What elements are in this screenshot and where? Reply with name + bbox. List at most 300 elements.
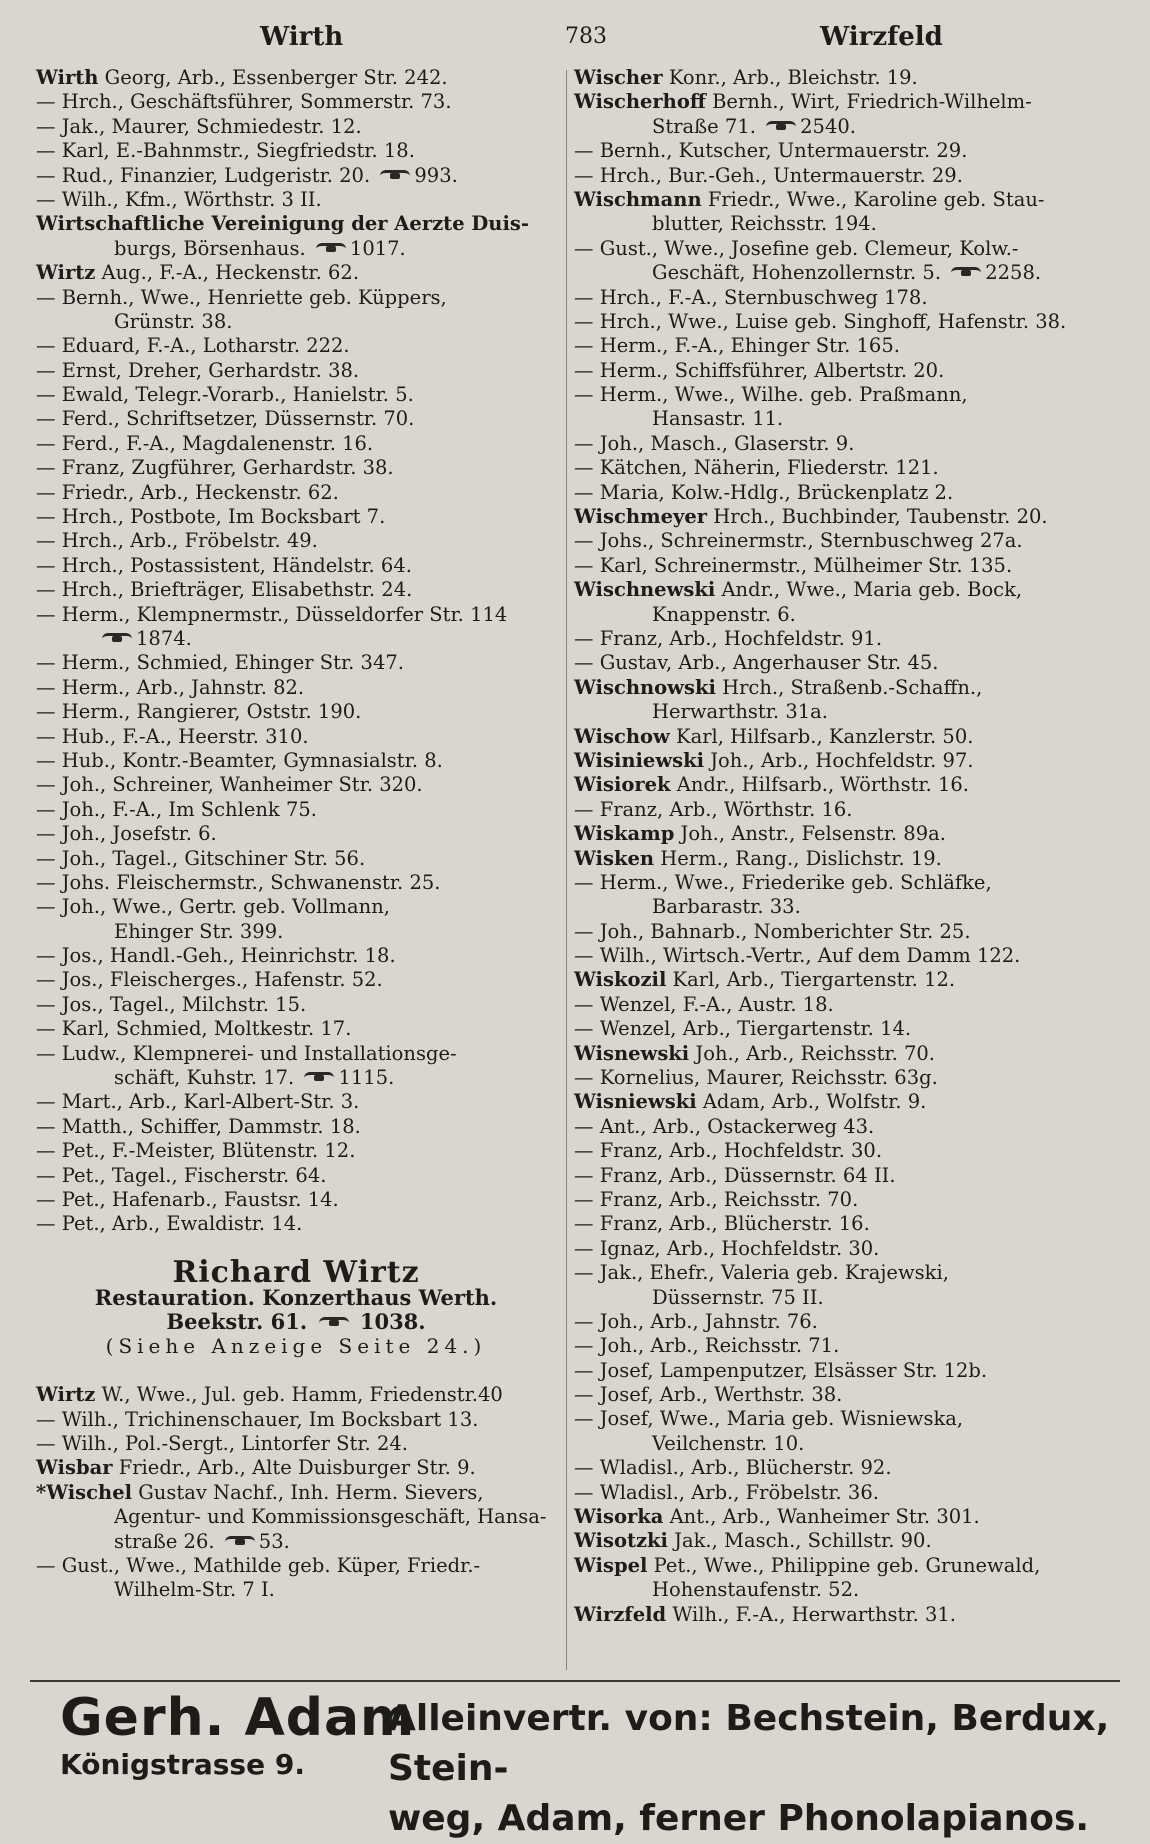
directory-entry-line <box>574 603 1114 627</box>
directory-entry-line <box>574 1017 1114 1041</box>
entry-text: — Johs. Fleischermstr., Schwanenstr. 25. <box>36 870 441 894</box>
directory-entry-line <box>574 90 1114 114</box>
advert-line4: (Siehe Anzeige Seite 24.) <box>105 1334 487 1359</box>
entry-text: — Wilh., Kfm., Wörthstr. 3 II. <box>36 187 322 211</box>
entry-text: Aug., F.-A., Heckenstr. 62. <box>95 261 360 285</box>
entry-text: — Hrch., Briefträger, Elisabethstr. 24. <box>36 578 413 602</box>
entry-text: — Jos., Fleischerges., Hafenstr. 52. <box>36 968 383 992</box>
entry-text: — Ludw., Klempnerei- und Installationsge- <box>36 1041 457 1065</box>
entry-text: — Jos., Tagel., Milchstr. 15. <box>36 992 307 1016</box>
directory-entry-line <box>574 334 1114 358</box>
footer-line2: weg, Adam, ferner Phonolapianos. <box>388 1798 1090 1839</box>
directory-entry-line <box>574 529 1114 553</box>
entry-text: — Josef, Wwe., Maria geb. Wisniewska, <box>574 1407 964 1431</box>
directory-entry-line <box>36 1017 556 1041</box>
entry-text: — Maria, Kolw.-Hdlg., Brückenplatz 2. <box>574 480 954 504</box>
entry-text: — Bernh., Wwe., Henriette geb. Küppers, <box>36 285 447 309</box>
directory-entry-line <box>36 603 556 627</box>
directory-entry-line <box>574 139 1114 163</box>
directory-entry-line <box>574 115 1114 139</box>
entry-text: Knappenstr. 6. <box>652 602 796 626</box>
directory-entry-line <box>36 700 556 724</box>
telephone-icon <box>102 633 132 646</box>
entry-surname: *Wischel <box>36 1480 133 1504</box>
entry-text: — Jak., Ehefr., Valeria geb. Krajewski, <box>574 1261 949 1285</box>
entry-text: — Herm., Schmied, Ehinger Str. 347. <box>36 651 404 675</box>
directory-entry-line <box>574 1334 1114 1358</box>
entry-text: — Joh., Bahnarb., Nomberichter Str. 25. <box>574 919 971 943</box>
directory-entry-line <box>574 871 1114 895</box>
directory-entry-line <box>36 407 556 431</box>
advert-line3 <box>36 1310 556 1334</box>
entry-text: W., Wwe., Jul. geb. Hamm, Friedenstr.40 <box>95 1383 503 1407</box>
entry-text: — Karl, Schreinermstr., Mülheimer Str. 135. <box>574 553 1013 577</box>
entry-text: Jak., Masch., Schillstr. 90. <box>667 1529 932 1553</box>
directory-entry-line <box>574 1603 1114 1627</box>
entry-text: — Hrch., F.-A., Sternbuschweg 178. <box>574 285 928 309</box>
directory-entry-line <box>574 1529 1114 1553</box>
entry-text: Joh., Anstr., Felsenstr. 89a. <box>674 822 946 846</box>
directory-entry-line <box>36 1505 556 1529</box>
directory-entry-line <box>36 261 556 285</box>
directory-entry-line <box>574 261 1114 285</box>
directory-entry-line <box>36 1212 556 1236</box>
directory-entry-line <box>574 1505 1114 1529</box>
entry-text: — Gust., Wwe., Mathilde geb. Küper, Friedr.- <box>36 1553 481 1577</box>
footer-advert <box>30 1680 1120 1839</box>
entry-text: — Hrch., Wwe., Luise geb. Singhoff, Hafenstr. 38. <box>574 309 1067 333</box>
entry-text: — Herm., Arb., Jahnstr. 82. <box>36 675 305 699</box>
directory-entry-line <box>574 286 1114 310</box>
entry-text: Friedr., Wwe., Karoline geb. Stau- <box>701 187 1045 211</box>
directory-entry-line <box>574 700 1114 724</box>
directory-entry-line <box>574 164 1114 188</box>
directory-entry-line <box>574 627 1114 651</box>
left-entries-2 <box>36 1383 556 1603</box>
directory-entry-line <box>574 359 1114 383</box>
directory-entry-line <box>36 456 556 480</box>
column-divider <box>566 70 567 1670</box>
entry-text: — Herm., Schiffsführer, Albertstr. 20. <box>574 358 945 382</box>
directory-entry-line <box>36 968 556 992</box>
entry-text: Joh., Arb., Hochfeldstr. 97. <box>704 748 974 772</box>
entry-text: Geschäft, Hohenzollernstr. 5. <box>652 261 942 285</box>
entry-text: — Franz, Arb., Düssernstr. 64 II. <box>574 1163 896 1187</box>
directory-entry-line <box>574 798 1114 822</box>
directory-entry-line <box>36 1090 556 1114</box>
directory-entry-line <box>36 481 556 505</box>
entry-text: straße 26. <box>114 1529 215 1553</box>
directory-entry-line <box>36 1554 556 1578</box>
directory-entry-line <box>574 1164 1114 1188</box>
directory-entry-line <box>574 822 1114 846</box>
entry-text: — Herm., Wwe., Friederike geb. Schläfke, <box>574 870 992 894</box>
directory-entry-line <box>574 1115 1114 1139</box>
entry-surname: Wisniewski <box>574 1090 697 1114</box>
directory-entry-line <box>36 334 556 358</box>
directory-entry-line <box>574 1139 1114 1163</box>
directory-entry-line <box>36 944 556 968</box>
header-right-word: Wirzfeld <box>820 22 943 52</box>
directory-entry-line <box>574 1407 1114 1431</box>
entry-text: Adam, Arb., Wolfstr. 9. <box>696 1090 927 1114</box>
directory-entry-line <box>36 895 556 919</box>
directory-entry-line <box>574 1237 1114 1261</box>
entry-text: — Ferd., F.-A., Magdalenenstr. 16. <box>36 431 374 455</box>
phone-number: 53. <box>258 1529 290 1553</box>
directory-entry-line <box>36 66 556 90</box>
entry-surname: Wisnewski <box>574 1041 690 1065</box>
entry-text: Karl, Hilfsarb., Kanzlerstr. 50. <box>669 724 974 748</box>
directory-entry-line <box>36 627 556 651</box>
directory-entry-line <box>36 822 556 846</box>
directory-entry-line <box>574 237 1114 261</box>
directory-entry-line <box>36 920 556 944</box>
entry-text: — Ignaz, Arb., Hochfeldstr. 30. <box>574 1236 880 1260</box>
directory-entry-line <box>574 1456 1114 1480</box>
telephone-icon <box>380 170 410 183</box>
directory-entry-line <box>574 920 1114 944</box>
entry-text: Wilh., F.-A., Herwarthstr. 31. <box>666 1602 956 1626</box>
page-header <box>30 16 1120 60</box>
directory-entry-line <box>36 725 556 749</box>
entry-text: Veilchenstr. 10. <box>652 1431 805 1455</box>
entry-text: — Ant., Arb., Ostackerweg 43. <box>574 1114 875 1138</box>
entry-text: — Ewald, Telegr.-Vorarb., Hanielstr. 5. <box>36 383 414 407</box>
entry-surname: Wischnewski <box>574 578 716 602</box>
phone-number: 993. <box>414 163 458 187</box>
directory-entry-line <box>36 1188 556 1212</box>
directory-entry-line <box>36 1578 556 1602</box>
directory-entry-line <box>574 407 1114 431</box>
footer-line1: Alleinvertr. von: Bechstein, Berdux, Stein- <box>388 1698 1110 1789</box>
entry-text: — Hub., Kontr.-Beamter, Gymnasialstr. 8. <box>36 748 443 772</box>
entry-text: Bernh., Wirt, Friedrich-Wilhelm- <box>705 90 1032 114</box>
entry-text: — Joh., Wwe., Gertr. geb. Vollmann, <box>36 895 390 919</box>
directory-entry-line <box>574 212 1114 236</box>
directory-entry-line <box>574 66 1114 90</box>
entry-text: Grünstr. 38. <box>114 309 233 333</box>
entry-text: — Herm., F.-A., Ehinger Str. 165. <box>574 334 900 358</box>
page-number: 783 <box>565 24 607 49</box>
directory-entry-line <box>574 895 1114 919</box>
advert-line2: Restauration. Konzerthaus Werth. <box>94 1284 498 1310</box>
directory-entry-line <box>574 773 1114 797</box>
entry-surname: Wischmeyer <box>574 505 708 529</box>
entry-surname: Wisiorek <box>574 773 671 797</box>
entry-text: — Wenzel, Arb., Tiergartenstr. 14. <box>574 1017 912 1041</box>
spacer <box>36 1359 556 1383</box>
entry-text: Konr., Arb., Bleichstr. 19. <box>662 66 918 89</box>
directory-entry-line <box>574 383 1114 407</box>
directory-entry-line <box>574 1066 1114 1090</box>
telephone-icon <box>304 1072 334 1085</box>
entry-text: Ehinger Str. 399. <box>114 919 284 943</box>
entry-surname: Wiskamp <box>574 822 675 846</box>
entry-surname: Wisotzki <box>574 1529 668 1553</box>
directory-entry-line <box>36 1456 556 1480</box>
entry-text: Andr., Hilfsarb., Wörthstr. 16. <box>670 773 969 797</box>
directory-entry-line <box>36 529 556 553</box>
directory-entry-line <box>574 676 1114 700</box>
directory-entry-line <box>36 773 556 797</box>
directory-entry-line <box>36 359 556 383</box>
directory-entry-line <box>574 1261 1114 1285</box>
directory-entry-line <box>36 1481 556 1505</box>
directory-entry-line <box>36 1115 556 1139</box>
entry-surname: Wisiniewski <box>574 748 705 772</box>
entry-text: blutter, Reichsstr. 194. <box>652 212 877 236</box>
entry-surname: Wirth <box>36 66 99 89</box>
directory-entry-line <box>36 90 556 114</box>
entry-text: — Matth., Schiffer, Dammstr. 18. <box>36 1114 361 1138</box>
footer-company: Gerh. Adam <box>60 1688 416 1748</box>
entry-text: — Mart., Arb., Karl-Albert-Str. 3. <box>36 1090 360 1114</box>
entry-text: — Friedr., Arb., Heckenstr. 62. <box>36 480 339 504</box>
entry-text: — Joh., Schreiner, Wanheimer Str. 320. <box>36 773 423 797</box>
entry-text: — Wilh., Trichinenschauer, Im Bocksbart 13. <box>36 1407 479 1431</box>
advert-address: Beekstr. 61. <box>166 1308 308 1334</box>
directory-entry-line <box>36 1164 556 1188</box>
entry-text: — Hrch., Postbote, Im Bocksbart 7. <box>36 505 386 529</box>
directory-entry-line <box>36 188 556 212</box>
directory-entry-line <box>36 310 556 334</box>
advert-name: Richard Wirtz <box>172 1255 420 1291</box>
entry-text: Wilhelm-Str. 7 I. <box>114 1578 275 1602</box>
entry-surname: Wischnowski <box>574 675 716 699</box>
directory-entry-line <box>574 968 1114 992</box>
entry-text: — Jos., Handl.-Geh., Heinrichstr. 18. <box>36 944 396 968</box>
directory-entry-line <box>36 847 556 871</box>
entry-text: — Franz, Arb., Hochfeldstr. 91. <box>574 626 883 650</box>
phone-number: 1874. <box>136 626 192 650</box>
entry-text: Pet., Wwe., Philippine geb. Grunewald, <box>647 1553 1041 1577</box>
directory-entry-line <box>36 1383 556 1407</box>
directory-entry-line <box>574 1188 1114 1212</box>
directory-entry-line <box>574 310 1114 334</box>
entry-text: Herm., Rang., Dislichstr. 19. <box>654 846 942 870</box>
entry-text: — Joh., Arb., Jahnstr. 76. <box>574 1309 818 1333</box>
directory-entry-line <box>36 1432 556 1456</box>
entry-text: Georg, Arb., Essenberger Str. 242. <box>98 66 448 89</box>
directory-entry-line <box>574 1286 1114 1310</box>
entry-text: — Bernh., Kutscher, Untermauerstr. 29. <box>574 139 968 163</box>
entry-text: — Rud., Finanzier, Ludgeristr. 20. <box>36 163 371 187</box>
phone-number: 2258. <box>985 261 1042 285</box>
directory-entry-line <box>574 1090 1114 1114</box>
directory-entry-line <box>36 1530 556 1554</box>
directory-entry-line <box>36 383 556 407</box>
advert-phone: 1038. <box>359 1308 426 1334</box>
left-entries <box>36 66 556 1237</box>
entry-text: — Wenzel, F.-A., Austr. 18. <box>574 992 834 1016</box>
directory-entry-line <box>36 554 556 578</box>
entry-surname: Wirtschaftliche Vereinigung der Aerzte Duis- <box>36 212 529 236</box>
entry-text: burgs, Börsenhaus. <box>114 236 306 260</box>
entry-surname: Wirtz <box>36 1383 96 1407</box>
directory-entry-line <box>574 1481 1114 1505</box>
entry-text: Hohenstaufenstr. 52. <box>652 1578 860 1602</box>
phone-number: 1017. <box>349 236 406 260</box>
directory-entry-line <box>574 432 1114 456</box>
directory-entry-line <box>574 1432 1114 1456</box>
directory-entry-line <box>36 432 556 456</box>
directory-entry-line <box>574 188 1114 212</box>
entry-text: — Pet., Arb., Ewaldistr. 14. <box>36 1212 303 1236</box>
directory-entry-line <box>36 115 556 139</box>
entry-text: schäft, Kuhstr. 17. <box>114 1066 295 1090</box>
directory-entry-line <box>574 725 1114 749</box>
entry-text: — Hrch., Geschäftsführer, Sommerstr. 73. <box>36 90 452 114</box>
entry-surname: Wischmann <box>574 187 702 211</box>
entry-text: — Joh., Masch., Glaserstr. 9. <box>574 431 855 455</box>
footer-right <box>388 1694 1120 1844</box>
entry-text: — Wilh., Pol.-Sergt., Lintorfer Str. 24. <box>36 1431 408 1455</box>
entry-text: — Gustav, Arb., Angerhauser Str. 45. <box>574 651 939 675</box>
entry-text: Joh., Arb., Reichsstr. 70. <box>689 1041 935 1065</box>
entry-text: — Johs., Schreinermstr., Sternbuschweg 27a. <box>574 529 1023 553</box>
entry-text: Düssernstr. 75 II. <box>652 1285 824 1309</box>
entry-text: — Josef, Arb., Werthstr. 38. <box>574 1383 843 1407</box>
directory-entry-line <box>574 749 1114 773</box>
entry-text: — Joh., Josefstr. 6. <box>36 822 217 846</box>
entry-text: Barbarastr. 33. <box>652 895 801 919</box>
telephone-icon <box>225 1536 255 1549</box>
directory-entry-line <box>36 676 556 700</box>
directory-entry-line <box>574 505 1114 529</box>
entry-text: — Gust., Wwe., Josefine geb. Clemeur, Kolw.- <box>574 236 1019 260</box>
entry-text: — Ferd., Schriftsetzer, Düssernstr. 70. <box>36 407 415 431</box>
left-column <box>36 66 556 1603</box>
entry-text: Andr., Wwe., Maria geb. Bock, <box>715 578 1023 602</box>
entry-surname: Wischer <box>574 66 663 89</box>
directory-entry-line <box>36 651 556 675</box>
directory-entry-line <box>36 1408 556 1432</box>
directory-entry-line <box>574 1310 1114 1334</box>
restaurant-advert <box>36 1255 556 1359</box>
entry-surname: Wirtz <box>36 261 96 285</box>
directory-entry-line <box>574 1383 1114 1407</box>
entry-text: Hansastr. 11. <box>652 407 784 431</box>
entry-text: — Ernst, Dreher, Gerhardstr. 38. <box>36 358 360 382</box>
directory-entry-line <box>574 993 1114 1017</box>
entry-text: Gustav Nachf., Inh. Herm. Sievers, <box>132 1480 484 1504</box>
entry-surname: Wischow <box>574 724 670 748</box>
directory-entry-line <box>574 578 1114 602</box>
directory-entry-line <box>574 554 1114 578</box>
directory-entry-line <box>36 1066 556 1090</box>
directory-entry-line <box>36 798 556 822</box>
entry-text: Karl, Arb., Tiergartenstr. 12. <box>666 968 956 992</box>
header-left-word: Wirth <box>260 22 344 52</box>
entry-text: — Hrch., Postassistent, Händelstr. 64. <box>36 553 412 577</box>
entry-surname: Wisbar <box>36 1456 113 1480</box>
directory-entry-line <box>36 286 556 310</box>
entry-surname: Wisken <box>574 846 655 870</box>
entry-text: — Karl, E.-Bahnmstr., Siegfriedstr. 18. <box>36 139 415 163</box>
entry-text: — Wilh., Wirtsch.-Vertr., Auf dem Damm 122. <box>574 944 1021 968</box>
entry-text: Friedr., Arb., Alte Duisburger Str. 9. <box>112 1456 476 1480</box>
footer-address: Königstrasse 9. <box>60 1748 305 1781</box>
phone-number: 1115. <box>338 1066 395 1090</box>
directory-entry-line <box>36 1139 556 1163</box>
directory-entry-line <box>574 1042 1114 1066</box>
entry-surname: Wirzfeld <box>574 1602 667 1626</box>
directory-entry-line <box>36 993 556 1017</box>
directory-entry-line <box>574 456 1114 480</box>
entry-text: — Kätchen, Näherin, Fliederstr. 121. <box>574 456 939 480</box>
entry-text: Straße 71. <box>652 114 756 138</box>
entry-text: Agentur- und Kommissionsgeschäft, Hansa- <box>114 1505 547 1529</box>
entry-text: — Joh., F.-A., Im Schlenk 75. <box>36 797 317 821</box>
telephone-icon <box>951 267 981 280</box>
entry-surname: Wischerhoff <box>574 90 706 114</box>
right-entries <box>574 66 1114 1627</box>
entry-text: — Herm., Rangierer, Oststr. 190. <box>36 700 362 724</box>
entry-text: — Wladisl., Arb., Blücherstr. 92. <box>574 1456 892 1480</box>
entry-text: — Eduard, F.-A., Lotharstr. 222. <box>36 334 350 358</box>
entry-text: — Karl, Schmied, Moltkestr. 17. <box>36 1017 352 1041</box>
entry-text: — Franz, Zugführer, Gerhardstr. 38. <box>36 456 394 480</box>
directory-entry-line <box>36 164 556 188</box>
entry-surname: Wiskozil <box>574 968 667 992</box>
entry-surname: Wispel <box>574 1553 648 1577</box>
entry-text: — Joh., Arb., Reichsstr. 71. <box>574 1334 840 1358</box>
entry-surname: Wisorka <box>574 1505 664 1529</box>
directory-entry-line <box>574 1578 1114 1602</box>
directory-entry-line <box>574 1212 1114 1236</box>
directory-entry-line <box>36 578 556 602</box>
entry-text: — Herm., Wwe., Wilhe. geb. Praßmann, <box>574 383 968 407</box>
directory-entry-line <box>574 1554 1114 1578</box>
entry-text: — Joh., Tagel., Gitschiner Str. 56. <box>36 846 366 870</box>
entry-text: — Kornelius, Maurer, Reichsstr. 63g. <box>574 1066 938 1090</box>
phone-number: 2540. <box>800 114 856 138</box>
entry-text: Hrch., Buchbinder, Taubenstr. 20. <box>707 505 1048 529</box>
telephone-icon <box>316 243 346 256</box>
telephone-icon <box>319 1317 349 1330</box>
directory-entry-line <box>574 847 1114 871</box>
directory-entry-line <box>574 481 1114 505</box>
directory-entry-line <box>574 1359 1114 1383</box>
entry-text: — Herm., Klempnermstr., Düsseldorfer Str. 114 <box>36 602 508 626</box>
entry-text: — Pet., F.-Meister, Blütenstr. 12. <box>36 1139 356 1163</box>
entry-text: — Josef, Lampenputzer, Elsässer Str. 12b. <box>574 1358 988 1382</box>
entry-text: — Franz, Arb., Wörthstr. 16. <box>574 797 853 821</box>
directory-entry-line <box>36 212 556 236</box>
directory-entry-line <box>36 237 556 261</box>
entry-text: Ant., Arb., Wanheimer Str. 301. <box>663 1505 980 1529</box>
directory-entry-line <box>36 1042 556 1066</box>
entry-text: Hrch., Straßenb.-Schaffn., <box>715 675 983 699</box>
telephone-icon <box>766 121 796 134</box>
directory-entry-line <box>574 651 1114 675</box>
entry-text: — Jak., Maurer, Schmiedestr. 12. <box>36 114 362 138</box>
entry-text: — Franz, Arb., Blücherstr. 16. <box>574 1212 870 1236</box>
directory-entry-line <box>36 505 556 529</box>
directory-entry-line <box>36 749 556 773</box>
entry-text: Herwarthstr. 31a. <box>652 700 828 724</box>
entry-text: — Pet., Hafenarb., Faustsr. 14. <box>36 1187 339 1211</box>
right-column <box>574 66 1114 1627</box>
entry-text: — Franz, Arb., Hochfeldstr. 30. <box>574 1139 883 1163</box>
entry-text: — Hrch., Bur.-Geh., Untermauerstr. 29. <box>574 163 963 187</box>
entry-text: — Pet., Tagel., Fischerstr. 64. <box>36 1163 327 1187</box>
entry-text: — Wladisl., Arb., Fröbelstr. 36. <box>574 1480 879 1504</box>
directory-entry-line <box>574 944 1114 968</box>
directory-entry-line <box>36 871 556 895</box>
directory-entry-line <box>36 139 556 163</box>
